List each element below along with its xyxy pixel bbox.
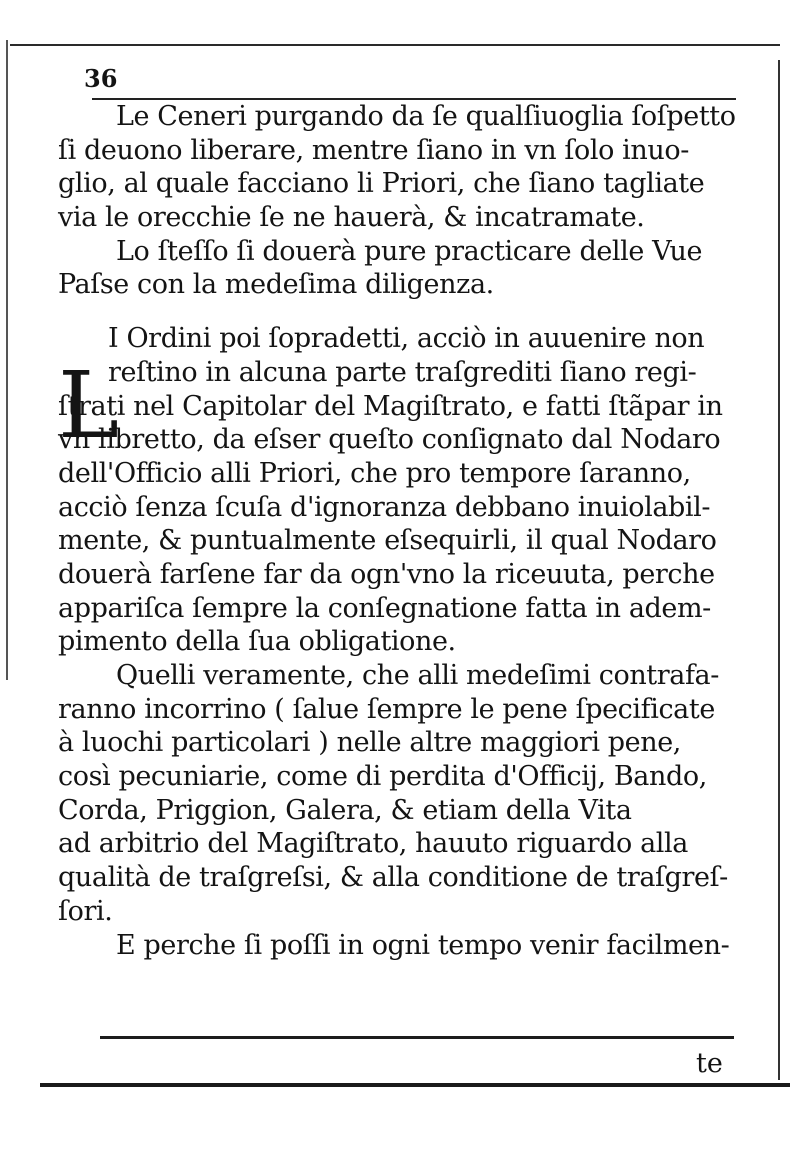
text-line: dell'Officio alli Priori, che pro tempore ſaranno, <box>58 457 691 489</box>
text-line: Paſse con la medeſima diligenza. <box>58 269 494 301</box>
text-line: reſtino in alcuna parte traſgrediti ſiano regi- <box>108 356 697 388</box>
text-line: E perche ſi poſſi in ogni tempo venir facilmen- <box>116 929 730 961</box>
text-line: appariſca ſempre la conſegnatione fatta in adem- <box>58 592 711 624</box>
text-line: I Ordini poi ſopradetti, acciò in auuenire non <box>108 323 705 355</box>
blank-line <box>58 302 743 322</box>
text-line: vn libretto, da eſser queſto conſignato dal Nodaro <box>58 424 721 456</box>
text-line: qualità de traſgreſsi, & alla conditione de traſgreſ- <box>58 862 728 894</box>
text-line: à luochi particolari ) nelle altre maggiori pene, <box>58 727 681 759</box>
text-line: mente, & puntualmente eſsequirli, il qual Nodaro <box>58 525 717 557</box>
page-number: 36 <box>84 64 118 93</box>
text-line: così pecuniarie, come di perdita d'Officij, Bando, <box>58 761 707 793</box>
text-line: pimento della ſua obligatione. <box>58 626 456 658</box>
text-line: Le Ceneri purgando da ſe qualſiuoglia ſoſpetto <box>116 101 736 132</box>
top-rule <box>10 44 780 46</box>
text-line: glio, al quale facciano li Priori, che ſiano tagliate <box>58 168 705 200</box>
text-line: ſi deuono liberare, mentre ſiano in vn ſolo inuo- <box>58 134 689 166</box>
drop-cap: L <box>58 352 119 459</box>
text-line: douerà farſene far da ogn'vno la riceuuta, perche <box>58 558 715 590</box>
text-line: ſori. <box>58 895 113 927</box>
body-text <box>58 100 743 962</box>
left-edge-rule <box>6 40 8 680</box>
text-line: Quelli veramente, che alli medeſimi contrafa- <box>116 660 719 691</box>
catchword: te <box>696 1048 723 1079</box>
text-line: Lo ſteſſo ſi douerà pure practicare delle Vue <box>116 235 703 267</box>
foot-rule <box>40 1083 790 1087</box>
right-edge-rule <box>778 60 780 1080</box>
text-line: ad arbitrio del Magiſtrato, hauuto riguardo alla <box>58 828 688 860</box>
text-line: acciò ſenza ſcuſa d'ignoranza debbano inuiolabil- <box>58 491 711 523</box>
text-line: ſtrati nel Capitolar del Magiſtrato, e fatti ſtãpar in <box>58 390 723 422</box>
text-line: ranno incorrino ( ſalue ſempre le pene ſpecificate <box>58 693 715 725</box>
bottom-rule <box>100 1036 734 1039</box>
text-line: Corda, Priggion, Galera, & etiam della Vita <box>58 794 632 826</box>
text-line: via le orecchie ſe ne hauerà, & incatramate. <box>58 202 645 234</box>
